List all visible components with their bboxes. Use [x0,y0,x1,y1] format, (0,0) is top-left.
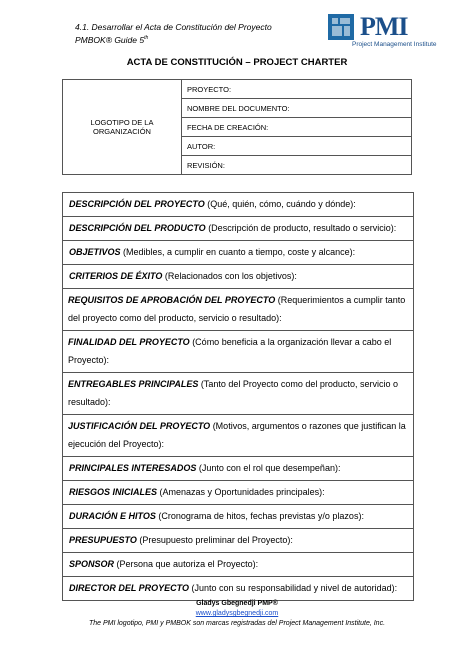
section-text: (Cómo beneficia a la organización llevar a cabo el Proyecto): [68,337,392,365]
section-main-stakeholders [63,456,413,480]
section-heading: RIESGOS INICIALES [69,487,158,497]
section-project-purpose [63,330,413,372]
field-document-name: NOMBRE DEL DOCUMENTO: [182,99,412,118]
section-heading: DURACIÓN E HITOS [69,511,156,521]
logo-wordmark: PMI [360,12,408,41]
section-project-justification [63,414,413,456]
section-success-criteria [63,264,413,288]
globe-icon [328,14,354,40]
section-main-deliverables [63,372,413,414]
section-text: (Junto con su responsabilidad y nivel de autoridad): [189,583,398,593]
page-footer [0,599,474,629]
section-text: (Motivos, argumentos o razones que justifican la ejecución del Proyecto): [68,421,406,449]
section-text: (Junto con el rol que desempeñan): [196,463,341,473]
section-product-description [63,216,413,240]
trademark-note: The PMI logotipo, PMI y PMBOK son marcas registradas del Project Management Institute, Inc. [88,620,386,627]
section-objectives [63,240,413,264]
section-text: (Amenazas y Oportunidades principales): [157,487,325,497]
section-text: (Persona que autoriza el Proyecto): [114,559,259,569]
section-text: (Presupuesto preliminar del Proyecto): [136,535,293,545]
section-heading: PRINCIPALES INTERESADOS [69,463,197,473]
section-text: (Descripción de producto, resultado o servicio): [205,223,397,233]
section-heading: PRESUPUESTO [69,535,137,545]
section-heading: ENTREGABLES PRINCIPALES [68,379,199,389]
charter-sections [62,192,414,601]
section-heading: DESCRIPCIÓN DEL PROYECTO [69,199,205,209]
section-text: (Medibles, a cumplir en cuanto a tiempo, coste y alcance): [120,247,356,257]
field-creation-date: FECHA DE CREACIÓN: [182,118,412,137]
header-line-1: 4.1. Desarrollar el Acta de Constitución del Proyecto [75,22,272,32]
section-text: (Relacionados con los objetivos): [162,271,297,281]
section-heading: FINALIDAD DEL PROYECTO [68,337,190,347]
author-name: Gladys Gbegnedji PMP® [196,600,278,607]
section-heading: CRITERIOS DE ÉXITO [69,271,163,281]
author-website-link[interactable]: www.gladysgbegnedji.com [195,610,279,617]
field-project: PROYECTO: [182,80,412,99]
section-text: (Tanto del Proyecto como del producto, servicio o resultado): [68,379,398,407]
pmi-logo [328,14,444,48]
section-text: (Qué, quién, cómo, cuándo y dónde): [204,199,356,209]
section-initial-risks [63,480,413,504]
header-edition-suffix: th [144,35,149,41]
section-heading: REQUISITOS DE APROBACIÓN DEL PROYECTO [68,295,276,305]
section-heading: DIRECTOR DEL PROYECTO [69,583,190,593]
section-sponsor [63,552,413,576]
page-header [75,22,272,46]
section-duration-milestones [63,504,413,528]
document-title: ACTA DE CONSTITUCIÓN – PROJECT CHARTER [126,57,348,68]
section-text: (Requerimientos a cumplir tanto del proyecto como del producto, servicio o resultado): [68,295,406,323]
section-heading: SPONSOR [69,559,115,569]
section-heading: JUSTIFICACIÓN DEL PROYECTO [68,421,211,431]
logo-subtitle: Project Management Institute [352,41,437,48]
section-project-manager [63,576,413,600]
section-heading: OBJETIVOS [69,247,121,257]
section-approval-requirements [63,288,413,330]
organization-logo-placeholder: LOGOTIPO DE LA ORGANIZACIÓN [63,80,182,175]
field-author: AUTOR: [182,137,412,156]
section-heading: DESCRIPCIÓN DEL PRODUCTO [69,223,206,233]
header-line-2 [75,33,272,46]
header-guide: PMBOK® Guide 5 [75,34,145,45]
project-info-table [62,79,412,175]
section-project-description [63,193,413,216]
section-text: (Cronograma de hitos, fechas previstas y/o plazos): [155,511,364,521]
field-revision: REVISIÓN: [182,156,412,175]
section-budget [63,528,413,552]
